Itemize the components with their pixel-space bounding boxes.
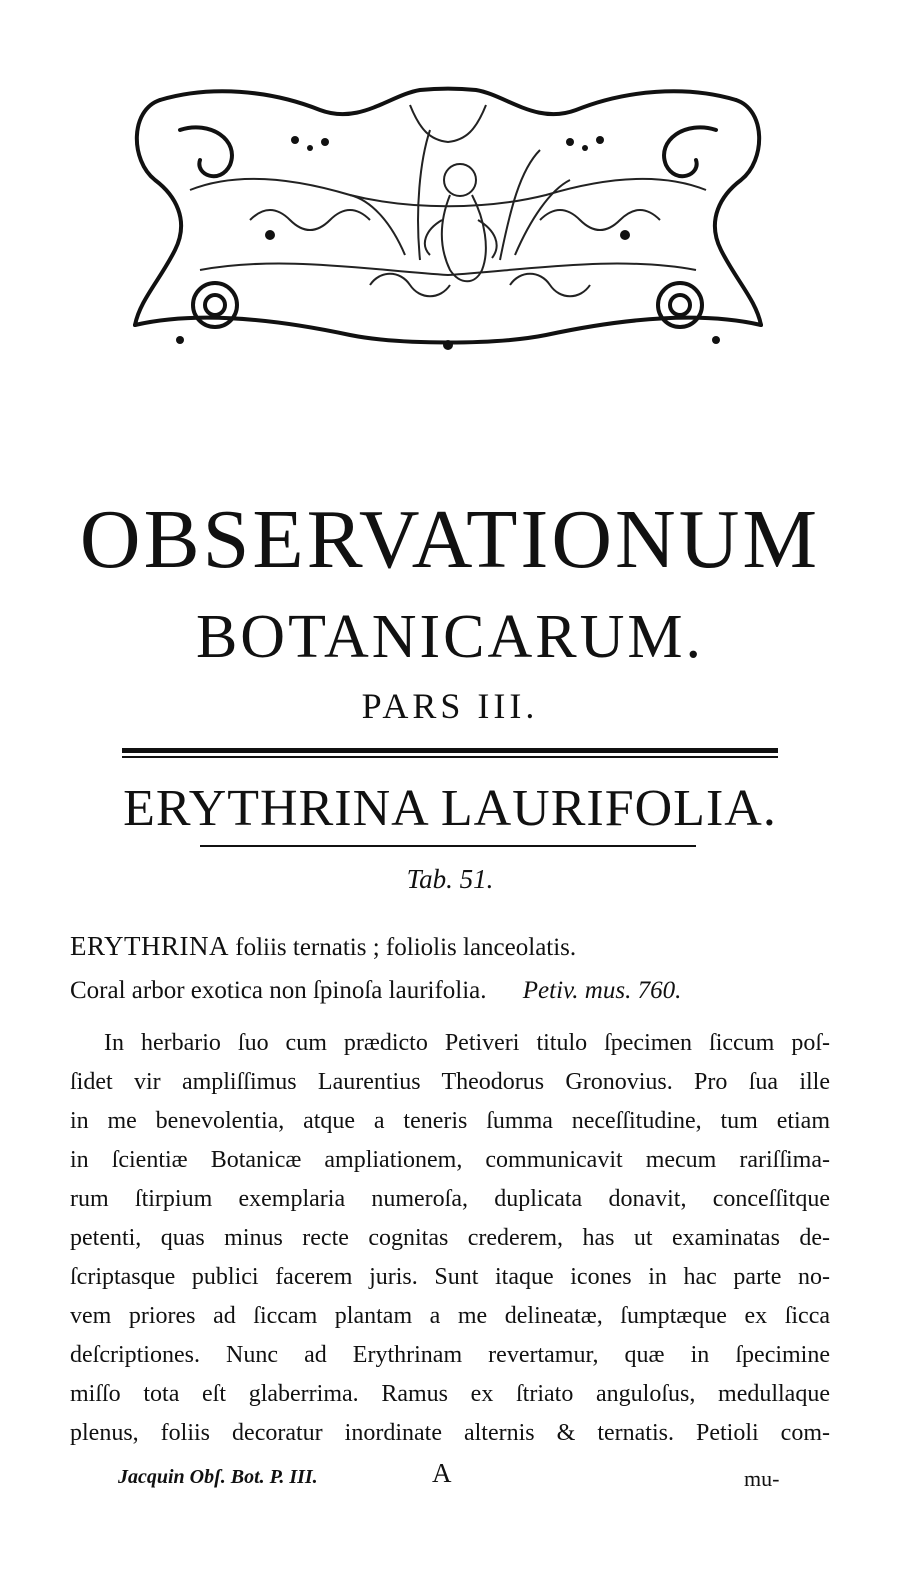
plate-reference: Tab. 51.: [406, 864, 494, 894]
sheet-mark: A: [432, 1458, 452, 1488]
species-underline-rule: [200, 845, 696, 847]
catchword: mu-: [744, 1466, 780, 1491]
diagnosis-line: [70, 930, 576, 963]
body-line: ſcriptasque publici facerem juris. Sunt itaque icones in hac parte no-: [70, 1264, 830, 1290]
body-line: in me benevolentia, atque a teneris ſumma neceſſitudine, tum etiam: [70, 1108, 830, 1134]
double-rule-thin: [122, 756, 778, 758]
signature-line: Jacquin Obſ. Bot. P. III.: [118, 1466, 318, 1488]
diagnosis-text: foliis ternatis ; foliolis lanceolatis.: [235, 934, 577, 961]
diagnosis-genus: ERYTHRINA: [70, 931, 229, 961]
synonym-citation: Petiv. mus. 760.: [522, 977, 682, 1004]
body-line: petenti, quas minus recte cognitas crederem, has ut examinatas de-: [70, 1225, 830, 1251]
title-line-pars: PARS III.: [361, 686, 539, 726]
body-line: in ſcientiæ Botanicæ ampliationem, communicavit mecum rariſſima-: [70, 1147, 830, 1173]
body-line: rum ſtirpium exemplaria numeroſa, duplicata donavit, conceſſitque: [70, 1186, 830, 1212]
body-line: vem priores ad ſiccam plantam a me delineatæ, ſumptæque ex ſicca: [70, 1303, 830, 1329]
title-line-observationum: OBSERVATIONUM: [79, 493, 821, 586]
headpiece-ornament-engraving: [120, 70, 776, 360]
body-line: plenus, foliis decoratur inordinate alternis & ternatis. Petioli com-: [70, 1420, 830, 1446]
species-heading: ERYTHRINA LAURIFOLIA.: [123, 780, 777, 837]
synonym-line: [70, 976, 681, 1006]
body-line: In herbario ſuo cum prædicto Petiveri titulo ſpecimen ſiccum poſ-: [104, 1030, 830, 1056]
synonym-text: Coral arbor exotica non ſpinoſa laurifolia.: [70, 977, 487, 1004]
double-rule-thick: [122, 748, 778, 753]
body-line: miſſo tota eſt glaberrima. Ramus ex ſtriato anguloſus, medullaque: [70, 1381, 830, 1407]
title-line-botanicarum: BOTANICARUM.: [195, 603, 705, 671]
body-line: ſidet vir ampliſſimus Laurentius Theodorus Gronovius. Pro ſua ille: [70, 1069, 830, 1095]
body-paragraph: [70, 1024, 830, 1453]
body-line: deſcriptiones. Nunc ad Erythrinam revertamur, quæ in ſpecimine: [70, 1342, 830, 1368]
page-footer: [0, 1458, 900, 1498]
